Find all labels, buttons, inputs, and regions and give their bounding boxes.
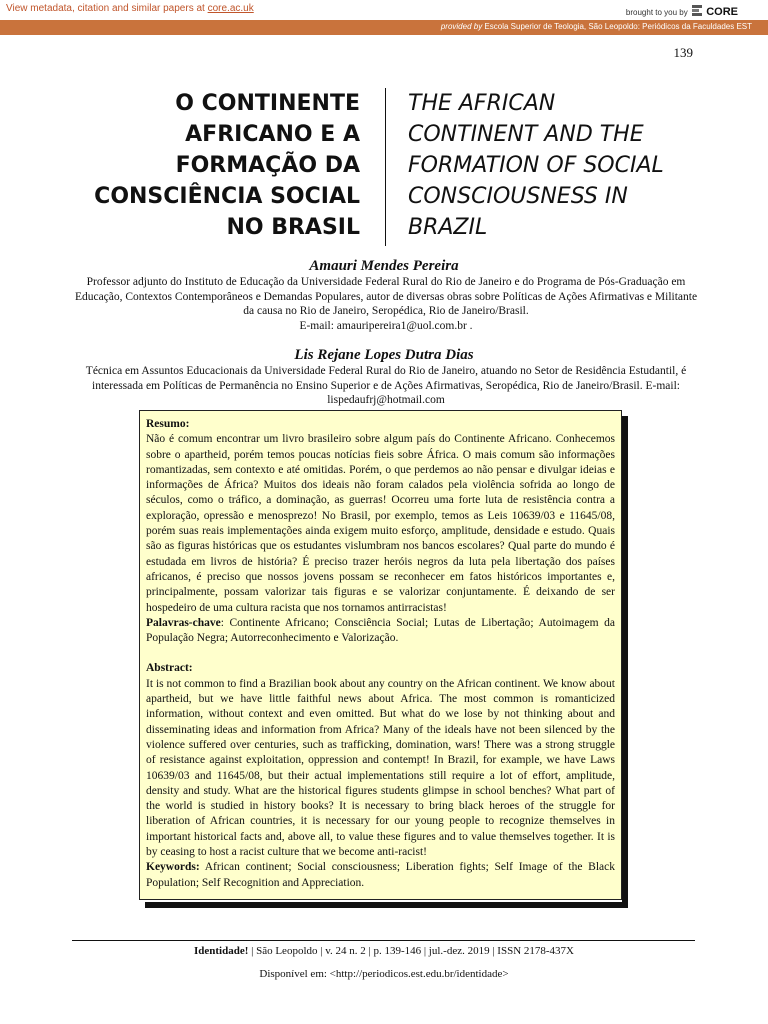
author-email: E-mail: amauripereira1@uol.com.br . [299, 319, 473, 332]
title-pt-line: CONSCIÊNCIA SOCIAL [94, 184, 360, 209]
resumo-keywords-text: : Continente Africano; Consciência Social; Lutas de Libertação; Autoimagem da População Negra; Autorreconhecimento e Valorização. [146, 616, 615, 645]
metadata-text [6, 3, 254, 14]
title-english [408, 88, 748, 243]
title-pt-line: NO BRASIL [226, 215, 360, 240]
author-name: Lis Rejane Lopes Dutra Dias [294, 347, 474, 363]
resumo-keywords-label: Palavras-chave [146, 616, 221, 629]
title-portuguese [78, 88, 360, 243]
abstract-heading: Abstract: [146, 662, 193, 675]
resumo-text: Não é comum encontrar um livro brasileiro sobre algum país do Continente Africano. Conhecemos sobre o apartheid, porém temos poucas notícias fieis sobre África. O mais comum são informações romantizadas, sem contexto e até omitidas. Porém, o que perdemos ao não pensar e divulgar ideias e informações de África? Muitos dos ideais não foram calados pela violência sofrida ao longo de séculos, como o tráfico, a dominação, as guerras! Ocorreu uma forte luta de resistência contra a exploração, opressão e menosprezo! No Brasil, por exemplo, temos as Leis 10639/03 e 11645/08, porém suas reais implementações ainda exigem muito esforço, amplitude, densidade e estudo. Quais são as figuras históricas que os estudantes vislumbram nos bancos escolares? Qual parte do mundo é estudada em livros de história? É preciso trazer heróis negros da luta pela libertação dos países africanos, é preciso que nossos jovens possam se reconhecer em fatos históricos importantes e, principalmente, possam valorizar tais figuras e se valorizar conjuntamente. É deixando de ser hospedeiro de uma cultura racista que nos tornamos antirracistas! [146, 433, 615, 614]
availability-note: Disponível em: <http://periodicos.est.edu.br/identidade> [259, 968, 509, 980]
brought-by-label: brought to you by [625, 8, 688, 17]
title-pt-line: AFRICANO E A [185, 122, 360, 147]
author-bio [72, 364, 700, 408]
box-shadow-right [622, 416, 628, 908]
title-pt-line: O CONTINENTE [175, 91, 360, 116]
title-en-line: FORMATION OF SOCIAL [408, 153, 664, 178]
author-bio-text: Técnica em Assuntos Educacionais da Universidade Federal Rural do Rio de Janeiro, atuando no Setor de Residência Estudantil, é interessada em Políticas de Permanência no Ensino Superior e de Ações Afirmativas, Seropédica, Rio de Janeiro/Brasil. E-mail: lispedaufrj@hotmail.com [85, 365, 687, 406]
provided-by-bar [0, 20, 768, 35]
title-divider [385, 88, 386, 246]
title-en-line: THE AFRICAN [408, 91, 556, 116]
author-name: Amauri Mendes Pereira [309, 258, 459, 274]
provided-by-prefix: provided by [440, 22, 483, 31]
abstract-keywords [146, 860, 615, 891]
core-header-bar [0, 0, 768, 20]
journal-citation [0, 945, 768, 957]
abstract-keywords-label: Keywords: [146, 861, 200, 874]
box-shadow-bottom [145, 902, 628, 908]
provided-by-link[interactable]: Escola Superior de Teologia, São Leopoldo: Periódicos da Faculdades EST [484, 22, 752, 31]
metadata-label: View metadata, citation and similar papers at [6, 3, 205, 14]
abstract-box [139, 410, 622, 900]
resumo-keywords [146, 616, 615, 647]
core-link[interactable]: core.ac.uk [207, 3, 254, 14]
journal-details: | São Leopoldo | v. 24 n. 2 | p. 139-146 | jul.-dez. 2019 | ISSN 2178-437X [248, 945, 574, 957]
title-pt-line: FORMAÇÃO DA [175, 153, 360, 178]
title-en-line: BRAZIL [408, 215, 488, 240]
journal-name: Identidade! [193, 945, 249, 957]
title-en-line: CONTINENT AND THE [408, 122, 644, 147]
provided-by-text [441, 22, 752, 31]
author-bio [72, 275, 700, 333]
page-number: 139 [673, 45, 693, 60]
footer-rule [72, 940, 695, 941]
resumo-heading: Resumo: [146, 418, 190, 430]
author-bio-text: Professor adjunto do Instituto de Educação da Universidade Federal Rural do Rio de Janeiro e do Programa de Pós-Graduação em Educação, Contextos Contemporâneos e Demandas Populares, autor de diversas obras sobre Políticas de Ações Afirmativas e Militante da causa no Rio de Janeiro, Seropédica, Rio de Janeiro/Brasil. [74, 276, 698, 317]
abstract-panel [139, 410, 628, 908]
core-logo-text[interactable]: CORE [706, 6, 738, 18]
title-en-line: CONSCIOUSNESS IN [408, 184, 628, 209]
core-logo-icon [692, 5, 702, 17]
abstract-keywords-text: African continent; Social consciousness; Liberation fights; Self Image of the Black Population; Self Recognition and Appreciation. [146, 861, 615, 889]
abstract-text: It is not common to find a Brazilian book about any country on the African continent. We know about apartheid, but we have little faithful news about Africa. The most common is romanticized information, without context and even omitted. But what do we lose by not thinking about and disseminating ideas and information from Africa? Many of the ideals have not been silenced by the violence suffered over centuries, such as trafficking, domination, wars! There was a strong struggle of resistance against exploitation, oppression and contempt! In Brazil, for example, we have Laws 10639/03 and 11645/08, but their actual implementations still require a lot of effort, amplitude, density and study. What are the historical figures students glimpse in school benches? What part of the world is studied in history books? It is necessary to bring black heroes of the struggle for liberation of African countries, it is necessary for our young people to recognize themselves in important historical facts and, above all, to value these figures and to value themselves together. It is by ceasing to host a racist culture that we become anti-racist! [146, 677, 615, 859]
brought-by [626, 5, 738, 18]
